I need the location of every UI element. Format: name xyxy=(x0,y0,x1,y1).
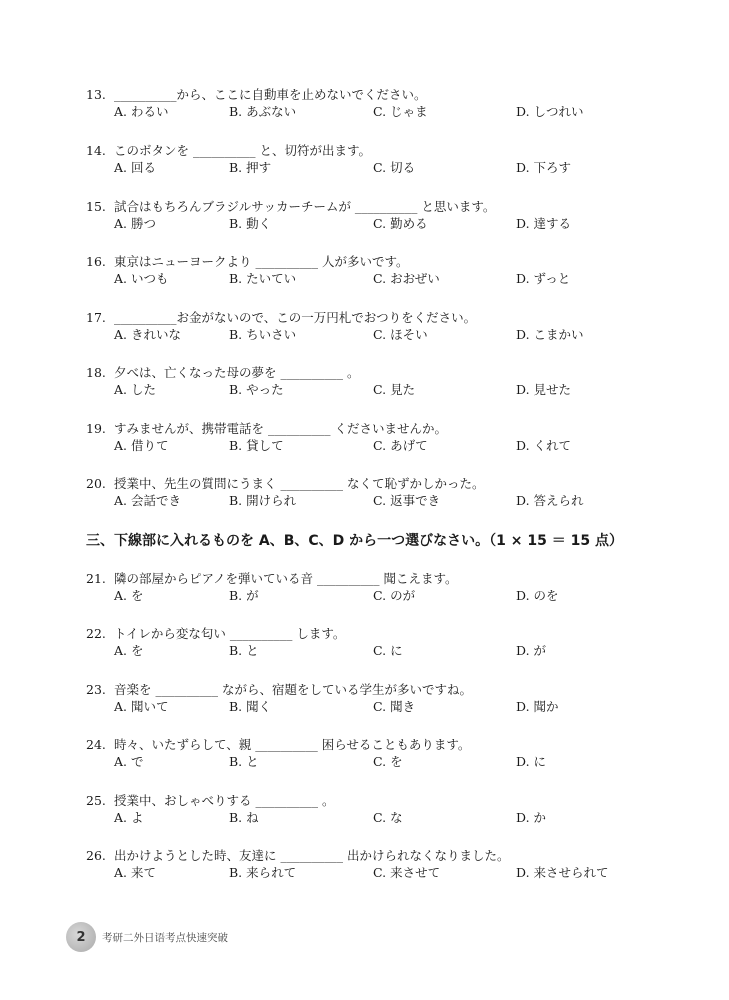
option-c: C. 勤める xyxy=(373,216,428,231)
option-row xyxy=(114,159,646,176)
option-row xyxy=(114,103,646,120)
option-c: C. に xyxy=(373,643,403,658)
page-footer xyxy=(66,922,366,952)
option-row xyxy=(114,215,646,232)
question-stem: 時々、いたずらして、親 __________ 困らせることもあります。 xyxy=(114,737,471,752)
question-18 xyxy=(86,364,646,398)
option-d: D. 見せた xyxy=(516,382,572,397)
option-a: A. 借りて xyxy=(114,438,169,453)
option-c: C. ほそい xyxy=(373,327,428,342)
page-number-badge: 2 xyxy=(66,922,96,952)
option-b: B. やった xyxy=(229,382,284,397)
option-b: B. 貸して xyxy=(229,438,284,453)
question-stem: 試合はもちろんブラジルサッカーチームが __________ と思います。 xyxy=(114,199,496,214)
option-row xyxy=(114,809,646,826)
option-d: D. に xyxy=(516,754,547,769)
option-row xyxy=(114,698,646,715)
option-d: D. 下ろす xyxy=(516,160,572,175)
option-c: C. 見た xyxy=(373,382,416,397)
option-a: A. わるい xyxy=(114,104,169,119)
option-a: A. きれいな xyxy=(114,327,181,342)
option-b: B. と xyxy=(229,754,259,769)
option-c: C. 切る xyxy=(373,160,416,175)
question-number: 18. xyxy=(86,365,106,380)
option-a: A. を xyxy=(114,643,144,658)
option-row xyxy=(114,381,646,398)
question-stem: 授業中、先生の質問にうまく __________ なくて恥ずかしかった。 xyxy=(114,476,485,491)
question-20 xyxy=(86,475,646,509)
option-d: D. のを xyxy=(516,588,559,603)
option-a: A. いつも xyxy=(114,271,169,286)
option-row xyxy=(114,587,646,604)
option-row xyxy=(114,326,646,343)
question-26 xyxy=(86,847,646,881)
option-b: B. たいてい xyxy=(229,271,297,286)
option-d: D. が xyxy=(516,643,547,658)
option-c: C. のが xyxy=(373,588,416,603)
section-heading: 三、下線部に入れるものを A、B、C、D から一つ選びなさい。（1 × 15 ＝ 15 点） xyxy=(86,533,623,549)
question-number: 24. xyxy=(86,737,106,752)
question-22 xyxy=(86,625,646,659)
question-number: 14. xyxy=(86,143,106,158)
question-stem: __________から、ここに自動車を止めないでください。 xyxy=(114,87,427,102)
question-number: 15. xyxy=(86,199,106,214)
option-b: B. 来られて xyxy=(229,865,297,880)
question-stem: 隣の部屋からピアノを弾いている音 __________ 聞こえます。 xyxy=(114,571,458,586)
question-15 xyxy=(86,198,646,232)
book-title: 考研二外日语考点快速突破 xyxy=(102,932,228,944)
option-a: A. で xyxy=(114,754,144,769)
option-a: A. を xyxy=(114,588,144,603)
option-b: B. 動く xyxy=(229,216,272,231)
question-stem: 授業中、おしゃべりする __________ 。 xyxy=(114,793,335,808)
option-d: D. ずっと xyxy=(516,271,571,286)
option-d: D. しつれい xyxy=(516,104,584,119)
option-d: D. 達する xyxy=(516,216,572,231)
option-b: B. あぶない xyxy=(229,104,297,119)
option-d: D. 聞か xyxy=(516,699,559,714)
question-number: 17. xyxy=(86,310,106,325)
option-d: D. くれて xyxy=(516,438,572,453)
option-b: B. ね xyxy=(229,810,259,825)
question-stem: 東京はニューヨークより __________ 人が多いです。 xyxy=(114,254,409,269)
option-d: D. 来させられて xyxy=(516,865,609,880)
question-stem: 夕べは、亡くなった母の夢を __________ 。 xyxy=(114,365,360,380)
question-stem: すみませんが、携帯電話を __________ くださいませんか。 xyxy=(114,421,447,436)
option-a: A. 会話でき xyxy=(114,493,181,508)
question-number: 25. xyxy=(86,793,106,808)
question-25 xyxy=(86,792,646,826)
question-16 xyxy=(86,253,646,287)
option-a: A. 回る xyxy=(114,160,156,175)
question-number: 20. xyxy=(86,476,106,491)
option-row xyxy=(114,270,646,287)
option-c: C. じゃま xyxy=(373,104,428,119)
option-a: A. した xyxy=(114,382,156,397)
option-a: A. 来て xyxy=(114,865,156,880)
question-stem: __________お金がないので、この一万円札でおつりをください。 xyxy=(114,310,477,325)
question-stem: 出かけようとした時、友達に __________ 出かけられなくなりました。 xyxy=(114,848,510,863)
question-21 xyxy=(86,570,646,604)
question-stem: 音楽を __________ ながら、宿題をしている学生が多いですね。 xyxy=(114,682,472,697)
option-d: D. こまかい xyxy=(516,327,584,342)
option-a: A. よ xyxy=(114,810,144,825)
option-b: B. 開けられ xyxy=(229,493,297,508)
option-b: B. ちいさい xyxy=(229,327,297,342)
option-row xyxy=(114,642,646,659)
option-a: A. 勝つ xyxy=(114,216,156,231)
option-row xyxy=(114,864,646,881)
option-c: C. な xyxy=(373,810,403,825)
question-19 xyxy=(86,420,646,454)
question-number: 16. xyxy=(86,254,106,269)
option-d: D. か xyxy=(516,810,547,825)
option-b: B. 押す xyxy=(229,160,272,175)
question-stem: トイレから変な匂い __________ します。 xyxy=(114,626,346,641)
option-b: B. が xyxy=(229,588,259,603)
option-c: C. あげて xyxy=(373,438,428,453)
option-b: B. と xyxy=(229,643,259,658)
question-13 xyxy=(86,86,646,120)
option-b: B. 聞く xyxy=(229,699,272,714)
option-c: C. 返事でき xyxy=(373,493,441,508)
question-14 xyxy=(86,142,646,176)
question-17 xyxy=(86,309,646,343)
option-c: C. おおぜい xyxy=(373,271,440,286)
option-c: C. を xyxy=(373,754,403,769)
question-number: 26. xyxy=(86,848,106,863)
question-23 xyxy=(86,681,646,715)
option-row xyxy=(114,437,646,454)
option-d: D. 答えられ xyxy=(516,493,584,508)
question-number: 22. xyxy=(86,626,106,641)
option-c: C. 聞き xyxy=(373,699,416,714)
question-24 xyxy=(86,736,646,770)
question-number: 19. xyxy=(86,421,106,436)
question-number: 21. xyxy=(86,571,106,586)
question-number: 13. xyxy=(86,87,106,102)
question-number: 23. xyxy=(86,682,106,697)
option-c: C. 来させて xyxy=(373,865,441,880)
option-row xyxy=(114,492,646,509)
option-row xyxy=(114,753,646,770)
question-stem: このボタンを __________ と、切符が出ます。 xyxy=(114,143,371,158)
option-a: A. 聞いて xyxy=(114,699,169,714)
